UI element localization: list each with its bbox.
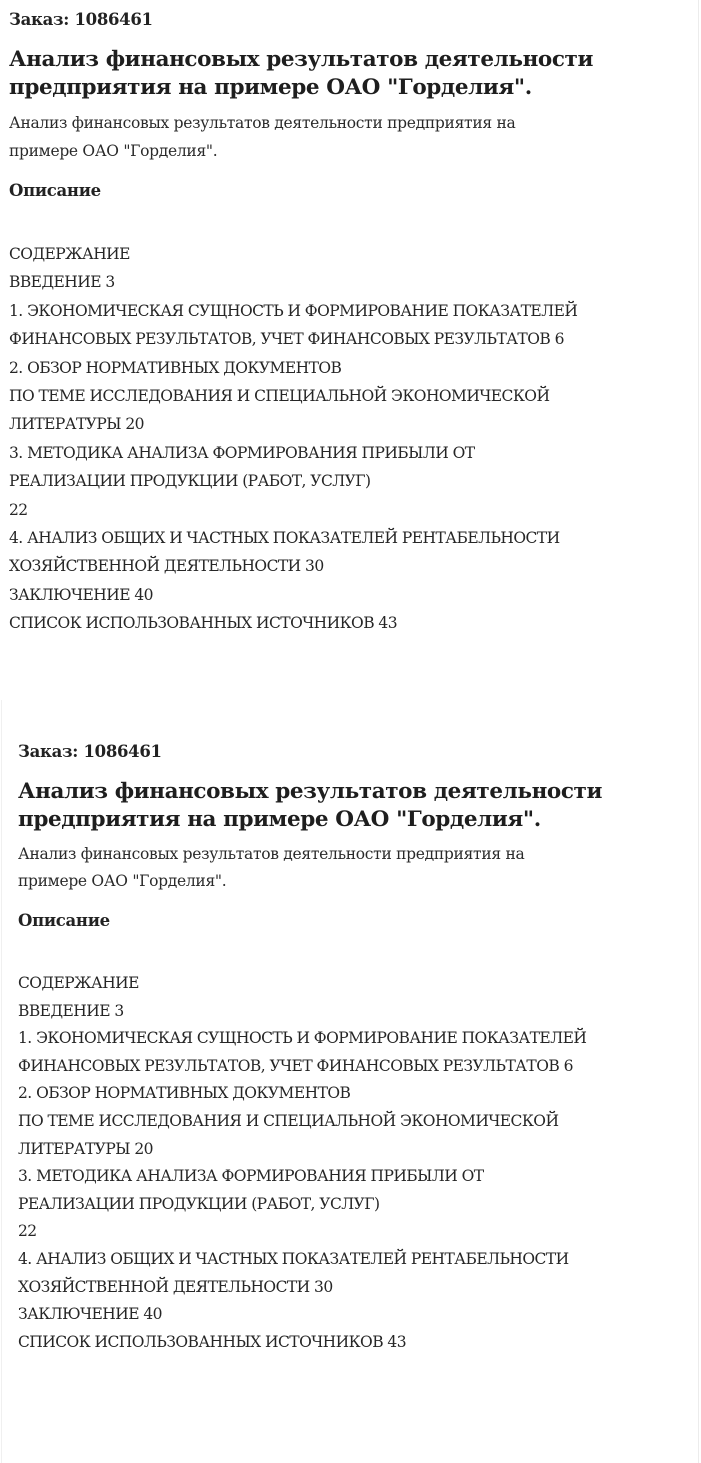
page-edge-right bbox=[698, 0, 699, 1463]
order-title bbox=[9, 46, 679, 102]
toc-line: 3. МЕТОДИКА АНАЛИЗА ФОРМИРОВАНИЯ ПРИБЫЛИ ОТ bbox=[18, 1167, 484, 1186]
toc-line: РЕАЛИЗАЦИИ ПРОДУКЦИИ (РАБОТ, УСЛУГ) bbox=[18, 1194, 380, 1213]
toc-line: ВВЕДЕНИЕ 3 bbox=[18, 1001, 124, 1020]
order-number: Заказ: 1086461 bbox=[18, 742, 162, 761]
toc-line: 4. АНАЛИЗ ОБЩИХ И ЧАСТНЫХ ПОКАЗАТЕЛЕЙ РЕНТАБЕЛЬНОСТИ bbox=[9, 529, 560, 548]
toc-line: ВВЕДЕНИЕ 3 bbox=[9, 273, 115, 292]
toc-line: 22 bbox=[18, 1222, 37, 1241]
toc-line: ЗАКЛЮЧЕНИЕ 40 bbox=[18, 1305, 162, 1324]
order-number: Заказ: 1086461 bbox=[9, 10, 153, 29]
page-edge-left bbox=[1, 700, 2, 1463]
order-card-1 bbox=[9, 8, 679, 638]
order-subtitle bbox=[9, 109, 679, 165]
toc-line: ПО ТЕМЕ ИССЛЕДОВАНИЯ И СПЕЦИАЛЬНОЙ ЭКОНОМИЧЕСКОЙ bbox=[9, 387, 550, 406]
title-line: предприятия на примере ОАО "Горделия". bbox=[18, 807, 541, 832]
order-subtitle bbox=[18, 841, 678, 895]
toc-line: 2. ОБЗОР НОРМАТИВНЫХ ДОКУМЕНТОВ bbox=[9, 358, 342, 377]
description-heading: Описание bbox=[9, 181, 101, 200]
toc-line: ФИНАНСОВЫХ РЕЗУЛЬТАТОВ, УЧЕТ ФИНАНСОВЫХ РЕЗУЛЬТАТОВ 6 bbox=[9, 330, 564, 349]
table-of-contents bbox=[18, 970, 678, 1356]
toc-line: СПИСОК ИСПОЛЬЗОВАННЫХ ИСТОЧНИКОВ 43 bbox=[9, 614, 398, 633]
order-title bbox=[18, 778, 678, 834]
toc-line: 3. МЕТОДИКА АНАЛИЗА ФОРМИРОВАНИЯ ПРИБЫЛИ ОТ bbox=[9, 443, 475, 462]
toc-line: ПО ТЕМЕ ИССЛЕДОВАНИЯ И СПЕЦИАЛЬНОЙ ЭКОНОМИЧЕСКОЙ bbox=[18, 1111, 559, 1130]
subtitle-line: Анализ финансовых результатов деятельности предприятия на bbox=[18, 845, 525, 863]
toc-line: ЗАКЛЮЧЕНИЕ 40 bbox=[9, 585, 153, 604]
toc-line: ХОЗЯЙСТВЕННОЙ ДЕЯТЕЛЬНОСТИ 30 bbox=[9, 557, 324, 576]
toc-line: СПИСОК ИСПОЛЬЗОВАННЫХ ИСТОЧНИКОВ 43 bbox=[18, 1332, 407, 1351]
toc-line: 4. АНАЛИЗ ОБЩИХ И ЧАСТНЫХ ПОКАЗАТЕЛЕЙ РЕНТАБЕЛЬНОСТИ bbox=[18, 1249, 569, 1268]
toc-line: РЕАЛИЗАЦИИ ПРОДУКЦИИ (РАБОТ, УСЛУГ) bbox=[9, 472, 371, 491]
toc-line: 22 bbox=[9, 500, 28, 519]
toc-line: ФИНАНСОВЫХ РЕЗУЛЬТАТОВ, УЧЕТ ФИНАНСОВЫХ РЕЗУЛЬТАТОВ 6 bbox=[18, 1056, 573, 1075]
subtitle-line: примере ОАО "Горделия". bbox=[9, 142, 218, 160]
subtitle-line: Анализ финансовых результатов деятельности предприятия на bbox=[9, 114, 516, 132]
toc-line: 1. ЭКОНОМИЧЕСКАЯ СУЩНОСТЬ И ФОРМИРОВАНИЕ ПОКАЗАТЕЛЕЙ bbox=[9, 301, 578, 320]
description-heading: Описание bbox=[18, 911, 110, 930]
subtitle-line: примере ОАО "Горделия". bbox=[18, 872, 227, 890]
toc-line: ЛИТЕРАТУРЫ 20 bbox=[18, 1139, 153, 1158]
toc-line: 1. ЭКОНОМИЧЕСКАЯ СУЩНОСТЬ И ФОРМИРОВАНИЕ ПОКАЗАТЕЛЕЙ bbox=[18, 1029, 587, 1048]
title-line: предприятия на примере ОАО "Горделия". bbox=[9, 75, 532, 100]
toc-line: ЛИТЕРАТУРЫ 20 bbox=[9, 415, 144, 434]
table-of-contents bbox=[9, 240, 679, 638]
toc-line: 2. ОБЗОР НОРМАТИВНЫХ ДОКУМЕНТОВ bbox=[18, 1084, 351, 1103]
toc-line: СОДЕРЖАНИЕ bbox=[18, 974, 139, 992]
toc-line: ХОЗЯЙСТВЕННОЙ ДЕЯТЕЛЬНОСТИ 30 bbox=[18, 1277, 333, 1296]
toc-line: СОДЕРЖАНИЕ bbox=[9, 245, 130, 263]
title-line: Анализ финансовых результатов деятельности bbox=[18, 779, 603, 804]
order-card-2 bbox=[18, 740, 678, 1356]
title-line: Анализ финансовых результатов деятельности bbox=[9, 47, 594, 72]
